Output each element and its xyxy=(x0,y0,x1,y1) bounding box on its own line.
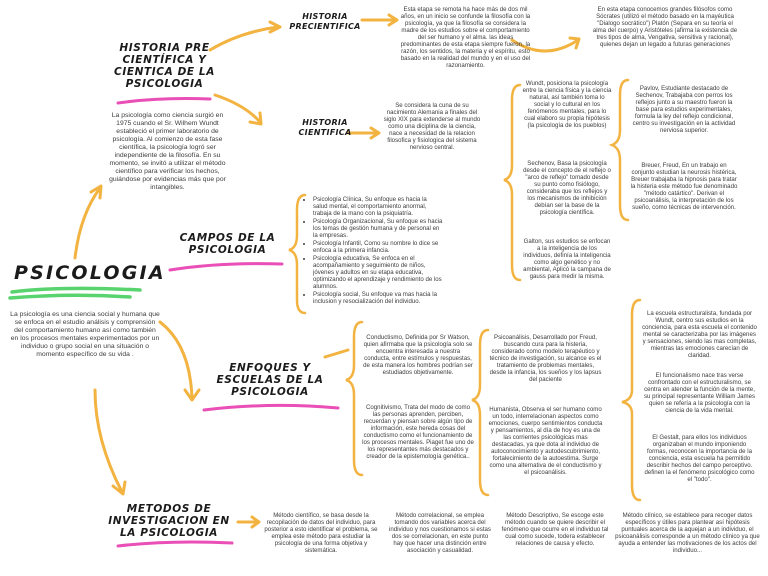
cientifica-text: Se considera la cuna de su nacimiento Alemania a finales del siglo XIX para extenderse al mundo como una diciplina de la ciencia, nace a necesidad de la relacion filosofica y fisiologica del sistema nervioso central. xyxy=(383,102,481,151)
cientifica-label: HISTORIA CIENTIFICA xyxy=(298,118,352,137)
highlight-metodos xyxy=(118,542,232,546)
arrow-to-historia xyxy=(75,188,100,258)
bracket-enfoques-1 xyxy=(346,322,362,475)
cientifica-item-wundt: Wundt, posiciona la psicología entre la ciencia física y la ciencia natural, así también toma lo social y lo cultural en los fenómenos mentales, para lo cual elaboro su propia hipótesis (la psicología de los pueblos) xyxy=(522,80,612,129)
arrow-to-enfoques xyxy=(160,322,192,398)
enfoques-title: ENFOQUES Y ESCUELAS DE LA PSICOLOGIA xyxy=(216,362,324,398)
bracket-cientifica-right xyxy=(612,80,628,220)
historia-text: La psicología como ciencia surgió en 1975 cuando el Sr. Wilhem Wundt estableció el primer laboratorio de psicología. Al comienzo de esta fase científica, la psicología logró ser independiente de la filosofía. En su momento, se invitó a utilizar el método científico para verificar los hechos, guiándose por evidencias más que por intangibles. xyxy=(109,112,226,191)
highlight-main-2 xyxy=(10,295,130,298)
historia-title: HISTORIA PRE CIENTÍFICA Y CIENTICA DE LA PSICOLOGIA xyxy=(114,42,215,90)
campos-title: CAMPOS DE LA PSICOLOGIA xyxy=(179,232,276,256)
arrow-to-metodos xyxy=(95,390,122,492)
metodo-clinico: Método clínico, se establece para recoger datos específicos y útiles para plantear así hipótesis puntuales acerca de la aquejan a un individuo, el psicoanálisis corresponde a un método clínico ya que ayuda a entender las motivaciones de los actos del individuo... xyxy=(615,512,760,554)
precientifica-label: HISTORIA PRECIENTIFICA xyxy=(289,12,361,31)
campo-educativa: • Psicología educativa, Se enfoca en el acompañamiento y seguimiento de niños, jóvenes y adultos en su etapa educativa, optimizando el aprendizaje y rendimiento de los alumnos. xyxy=(313,255,443,290)
escuela-gestalt: El Gestalt, para ellos los individuos organizaban el mundo imponiendo formas, reconocen la importancia de la conciencia, esta escuela ha permitido describir hechos del campo perceptivo. definen la el fenómeno psicológico como el "todo". xyxy=(644,434,755,483)
escuela-funcionalismo: El funcionalismo nace tras verse confrontado con el estructuralismo, se centra en atender la función de la mente, su principal representante William James quien se refería a la psicología con la ciencia de la vida mental. xyxy=(643,372,756,414)
cientifica-item-sechenov: Sechenov, Basa la psicología desde el concepto de el reflejo o "arco de reflejo" tomado desde su punto como fisiólogo, consideraba que los reflejos y los mecanismos de inhibición debían ser la base de la psicología científica. xyxy=(523,160,611,216)
metodo-correlacional: Método correlacional, se emplea tomando dos variables acerca del individuo y nos cuestionamos si estas dos se correlacionan, en este punto hay que hacer una distinción entre asociación y casualidad. xyxy=(389,512,491,554)
main-title: PSICOLOGIA xyxy=(14,262,166,284)
enfoque-psicoanalisis: Psicoanálisis, Desarrollado por Freud, buscando cura para la histeria, considerado como modelo terapéutico y técnico de investigación, su alcance es el tratamiento de problemas mentales, desde la infancia, los sueños y los lapsus del paciente xyxy=(489,334,602,383)
highlight-campos xyxy=(170,264,282,270)
highlight-enfoques xyxy=(204,405,338,410)
metodos-title: METODOS DE INVESTIGACION EN LA PSICOLOGIA xyxy=(108,503,230,539)
arrow-to-precientifica xyxy=(210,27,278,50)
precientifica-extra: En esta etapa conocemos grandes filósofos como Sócrates (utilizó el método basado en la mayéutica "Dialogo socrático") Platón (Separa en su teoría el alma del cuerpo) y Aristóteles (afirma la existencia de tres tipos de alma, Vengativa, sensitiva y racional), quienes dejan un legado a futuras generaciones xyxy=(592,6,738,48)
cientifica-item-breuer-freud: Breuer, Freud, En un trabajo en conjunto estudian la neurosis histérica, Breuer trabajaba la hipnosis para tratar la histeria este método fue denominado "método catártico". Derivan el psicoanálisis, la interpretación de los sueño, como técnicas de intervención. xyxy=(630,162,738,211)
bracket-enfoques-2 xyxy=(472,330,488,495)
cientifica-item-pavlov: Pavlov, Estudiante destacado de Sechenov, Trabajaba con perros los reflejos junto a su maestro fueron la base para estudios experimentales, formula la ley del reflejo condicional, centro su investigación en la actividad nerviosa superior. xyxy=(632,85,736,134)
campos-list xyxy=(305,196,443,306)
campo-infantil: • Psicología Infantil, Como su nombre lo dice se enfoca a la primera infancia. xyxy=(313,240,443,254)
campo-organizacional: • Psicología Organizacional, Su enfoque es hacia los temas de gestión humana y de personal en la empresas. xyxy=(313,218,443,239)
metodo-cientifico: Método científico, se basa desde la recopilación de datos del individuo, para posterior a esto identificar el problema, se emplea este método para estudiar la psicología de una forma objetiva y sistemática. xyxy=(264,512,378,554)
cientifica-item-galton: Galton, sus estudios se enfocan a la inteligencia de los individuos, definía la inteligencia como algo genético y no ambiental, Aplicó la campana de gauss para medir la misma. xyxy=(523,238,611,280)
enfoque-cognitivismo: Cognitivismo, Trata del modo de como las personas aprenden, perciben, recuerdan y piensan sobre algún tipo de información, este hereda cosas del conductismo como el funcionamiento de los procesos mentales. Piaget fue uno de los representantes más destacados y creador de la epistemología genética.. xyxy=(362,404,474,460)
escuela-estructuralista: La escuela estructuralista, fundada por Wundt, centro sus estudios en la conciencia, para esta escuela el contenido mental se caracterizaba por las imágenes y sensaciones, siendo las mas completas, mientras las emociones carecían de claridad. xyxy=(642,310,757,359)
campo-social: • Psicología social, Su enfoque va mas hacia la inclusion y resocialización del individuo. xyxy=(313,291,443,305)
bracket-escuelas xyxy=(622,300,640,500)
enfoque-conductismo: Conductismo, Definida por Sr Watson, quien afirmaba que la psicología solo se encuentra interesada a nuestra conducta, entre estímulos y respuestas, de esta manera los hombres podrían ser estudiados objetivamente. xyxy=(363,334,473,376)
metodo-descriptivo: Método Descriptivo, Se escoge este método cuando se quiere describir el fenómeno que ocurre en el individuo tal cual como sucede, todera establecer relaciones de causa y efecto. xyxy=(501,512,609,547)
bracket-cientifica-left xyxy=(504,85,520,280)
main-definition: La psicología es una ciencia social y humana que se enfoca en el estudio análisis y comprensión del comportamiento humano así como también en los procesos mentales experimentados por un individuo o grupo social en una situación o momento específico de su vida . xyxy=(10,311,160,358)
enfoque-humanista: Humanista, Observa el ser humano como un todo, interrelacionan aspectos como emociones, cuerpo sentimientos conducta y pensamientos, al día de hoy es una de las corrientes psicológicas mas destacadas, ya que dota al individuo de autoconocimiento y autodescubrimiento, fortalecimiento de la autoestima. Surge como una alternativa de el conductismo y el psicoanálisis. xyxy=(488,406,603,476)
campo-clinica: • Psicología Clínica, Su enfoque es hacia la salud mental, el comportamiento anormal, trabaja de la mano con la psiquiatría. xyxy=(313,196,443,217)
highlight-historia xyxy=(118,99,210,104)
precientifica-text: Esta etapa se remota ha hace más de dos mil años, en un inicio se confunde la filosofía con la psicología, ya que la filosofía se considera la madre de los estudios sobre el comportamiento del ser humano y el alma. las ideas predominantes de esta etapa siempre fueron, la razón, los sentidos, la materia y el espíritu, esto basado en la realidad del mundo y en el uso del razonamiento. xyxy=(400,6,531,69)
arrow-enfoques-conductismo xyxy=(325,350,348,357)
highlight-main-1 xyxy=(12,288,140,292)
